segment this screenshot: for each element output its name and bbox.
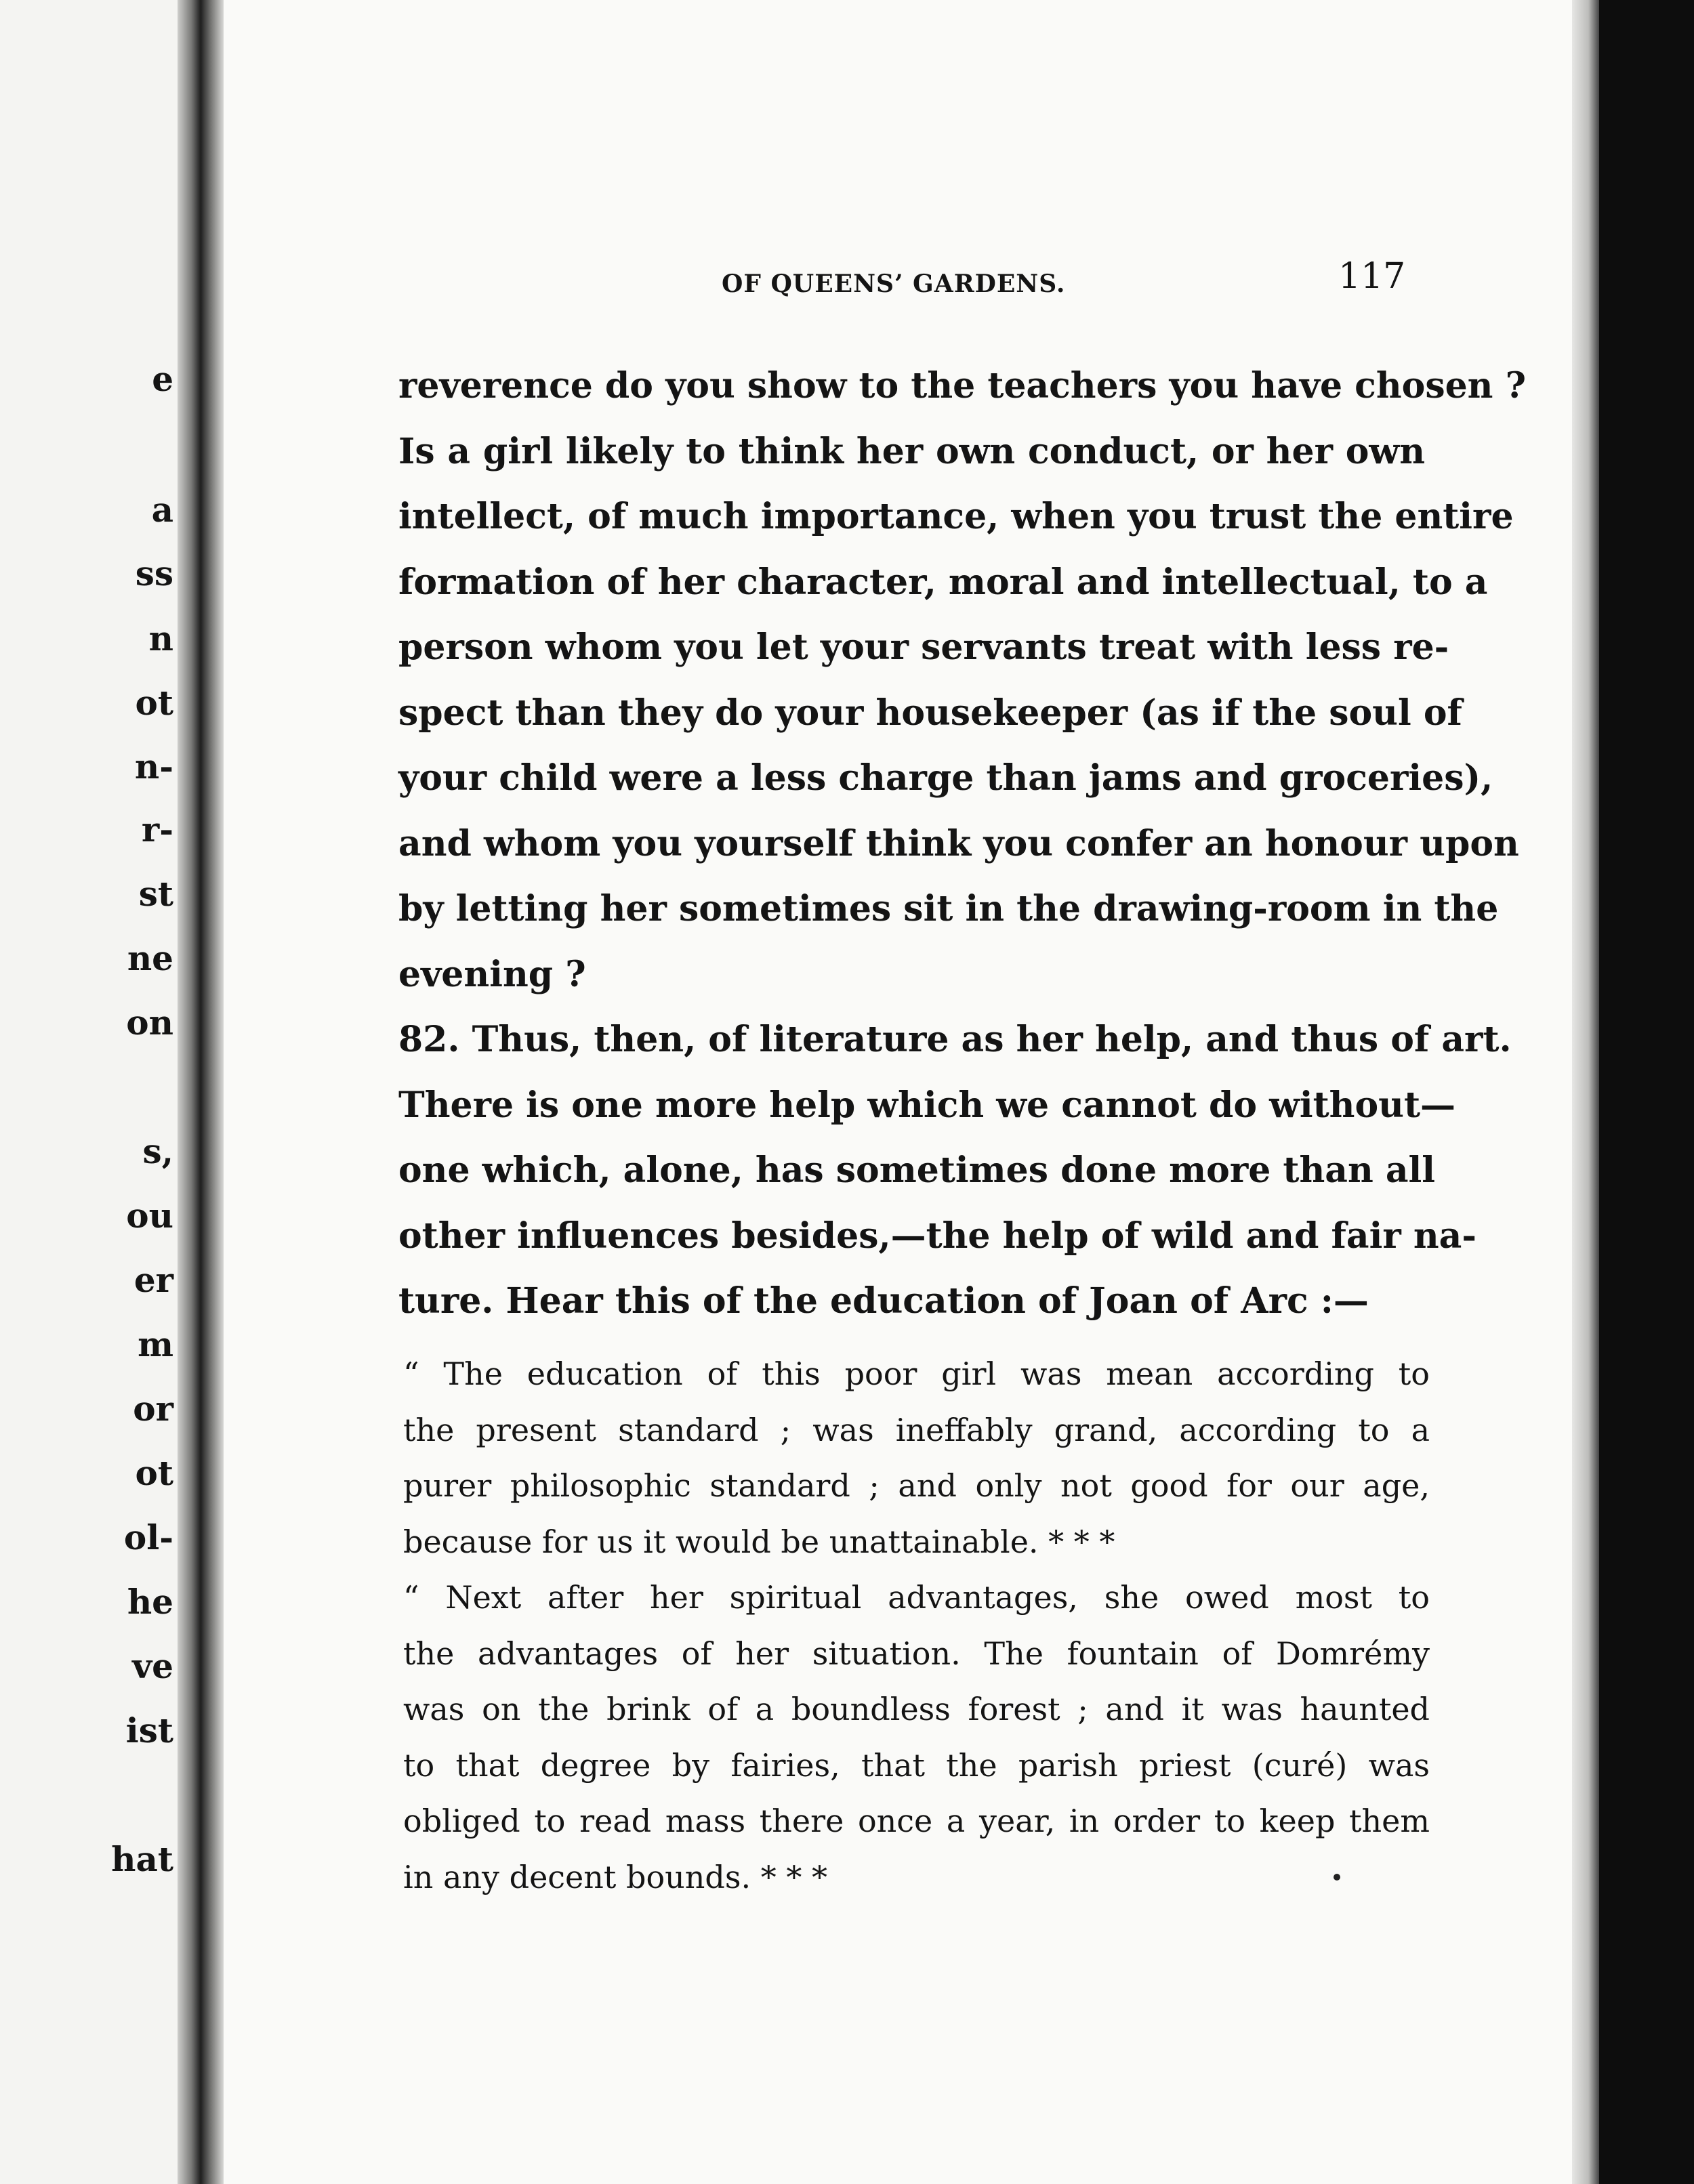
quote-line: in any decent bounds. * * * xyxy=(403,1858,827,1895)
text-line: and whom you yourself think you confer an honour upon xyxy=(398,822,1519,864)
text-line: your child were a less charge than jams and groceries), xyxy=(398,757,1493,799)
text-line: There is one more help which we cannot do without— xyxy=(398,1084,1455,1126)
quote-line: “ The education of this poor girl was mean according to xyxy=(403,1356,1430,1392)
left-page-fragment: ss xyxy=(135,553,173,593)
quote-line: “ Next after her spiritual advantages, she owed most to xyxy=(403,1579,1430,1616)
block-quote xyxy=(403,1346,1430,1905)
text-line: spect than they do your housekeeper (as if the soul of xyxy=(398,692,1462,734)
text-line: 82. Thus, then, of literature as her help, and thus of art. xyxy=(398,1019,1512,1060)
text-line: reverence do you show to the teachers you have chosen ? xyxy=(398,365,1527,406)
running-head: OF QUEENS’ GARDENS. xyxy=(722,270,1066,298)
facing-page xyxy=(0,0,178,2184)
left-page-fragment: hat xyxy=(111,1839,173,1879)
text-line: Is a girl likely to think her own conduct, or her own xyxy=(398,430,1425,472)
left-page-fragment: s, xyxy=(142,1131,173,1171)
quote-line: because for us it would be unattainable. * * * xyxy=(403,1523,1115,1560)
left-page-fragment: a xyxy=(151,490,173,530)
left-page-fragment: e xyxy=(152,359,173,399)
quote-line: obliged to read mass there once a year, in order to keep them xyxy=(403,1803,1430,1839)
text-line: evening ? xyxy=(398,953,586,995)
left-page-fragment: st xyxy=(138,874,173,914)
ink-speck xyxy=(1334,1874,1340,1881)
text-line: intellect, of much importance, when you trust the entire xyxy=(398,496,1514,537)
text-line: other influences besides,—the help of wild and fair na- xyxy=(398,1215,1476,1257)
quote-line: the present standard ; was ineffably grand, according to a xyxy=(403,1411,1430,1448)
left-page-fragment: ne xyxy=(127,938,173,978)
left-page-fragment: ve xyxy=(132,1646,173,1686)
left-page-fragment: or xyxy=(133,1389,173,1429)
left-page-fragment: on xyxy=(126,1003,173,1043)
left-page-fragment: n xyxy=(148,618,173,658)
quote-line: was on the brink of a boundless forest ; and it was haunted xyxy=(403,1691,1430,1727)
quote-line: purer philosophic standard ; and only not good for our age, xyxy=(403,1467,1430,1504)
body-text xyxy=(398,354,1527,1335)
text-line: formation of her character, moral and intellectual, to a xyxy=(398,561,1488,603)
quote-line: to that degree by fairies, that the parish priest (curé) was xyxy=(403,1746,1430,1784)
page-number: 117 xyxy=(1338,256,1406,297)
left-page-fragment: n- xyxy=(134,747,173,786)
left-page-fragment: r- xyxy=(141,810,173,849)
scan-border xyxy=(1599,0,1694,2184)
left-page-fragment: ou xyxy=(126,1196,173,1236)
text-line: by letting her sometimes sit in the drawing-room in the xyxy=(398,888,1499,929)
quote-line: the advantages of her situation. The fountain of Domrémy xyxy=(403,1635,1430,1672)
left-page-fragment: ol- xyxy=(123,1517,173,1557)
page-edge xyxy=(1572,0,1599,2184)
book-gutter xyxy=(178,0,224,2184)
left-page-fragment: ot xyxy=(135,1453,173,1493)
left-page-fragment: ist xyxy=(125,1710,173,1750)
left-page-fragment: ot xyxy=(135,683,173,723)
left-page-fragment: er xyxy=(133,1260,173,1300)
text-line: ture. Hear this of the education of Joan of Arc :— xyxy=(398,1280,1369,1322)
text-line: person whom you let your servants treat with less re- xyxy=(398,627,1449,668)
text-line: one which, alone, has sometimes done more than all xyxy=(398,1150,1436,1191)
left-page-fragment: he xyxy=(127,1582,173,1622)
left-page-fragment: m xyxy=(138,1324,173,1364)
